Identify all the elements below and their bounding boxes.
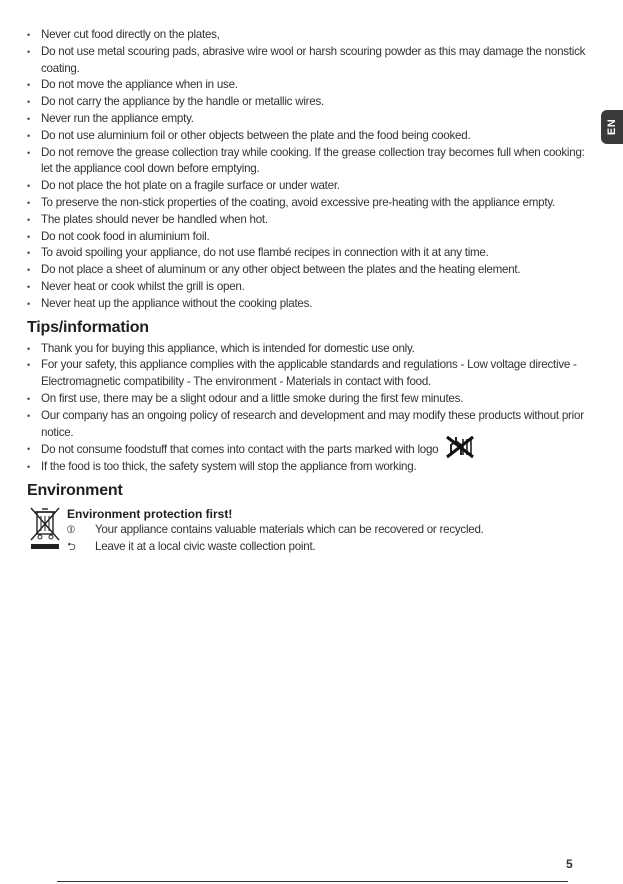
power-symbol-icon: ⦶ — [67, 524, 75, 537]
list-item — [27, 441, 599, 459]
environment-line — [67, 522, 484, 538]
list-item: • Do not remove the grease collection tray while cooking. If the grease collection tray becomes full when cooking: let the appliance cool down before emptying. — [27, 145, 599, 179]
list-item: • If the food is too thick, the safety system will stop the appliance from working. — [27, 459, 599, 476]
list-item: • Never heat or cook whilst the grill is open. — [27, 279, 599, 296]
list-item: • Thank you for buying this appliance, which is intended for domestic use only. — [27, 341, 599, 358]
list-item: • Never run the appliance empty. — [27, 111, 599, 128]
environment-line-text: Your appliance contains valuable materials which can be recovered or recycled. — [95, 523, 484, 537]
warnings-list — [27, 27, 599, 313]
tips-list — [27, 341, 599, 477]
list-item: • Never heat up the appliance without the cooking plates. — [27, 296, 599, 313]
list-item: • Do not place the hot plate on a fragile surface or under water. — [27, 178, 599, 195]
crossed-out-bin-icon — [29, 506, 61, 552]
list-item: • Do not place a sheet of aluminum or any other object between the plates and the heating element. — [27, 262, 599, 279]
recycle-arrow-icon: ⮌ — [67, 541, 76, 554]
list-item: • To avoid spoiling your appliance, do not use flambé recipes in connection with it at any time. — [27, 245, 599, 262]
no-food-contact-icon — [445, 435, 475, 459]
environment-heading: Environment — [27, 482, 123, 500]
list-item: • To preserve the non-stick properties of the coating, avoid excessive pre-heating with the appliance empty. — [27, 195, 599, 212]
list-item: • Do not carry the appliance by the handle or metallic wires. — [27, 94, 599, 111]
list-item: • Do not cook food in aluminium foil. — [27, 229, 599, 246]
environment-line-text: Leave it at a local civic waste collection point. — [95, 540, 316, 554]
list-item: • For your safety, this appliance complies with the applicable standards and regulations - Low voltage directive - Electromagnetic compatibility - The environment - Materials in contact with food. — [27, 357, 599, 391]
language-tab — [601, 110, 623, 144]
tips-heading: Tips/information — [27, 318, 149, 336]
page-number: 5 — [566, 857, 573, 871]
list-item: • Do not move the appliance when in use. — [27, 77, 599, 94]
environment-title: Environment protection first! — [67, 507, 233, 522]
logo-sentence: Do not consume foodstuff that comes into contact with the parts marked with logo — [41, 443, 439, 457]
page-content — [27, 27, 599, 564]
list-item: • Never cut food directly on the plates, — [27, 27, 599, 44]
list-item: • The plates should never be handled when hot. — [27, 212, 599, 229]
list-item: • Do not use metal scouring pads, abrasive wire wool or harsh scouring powder as this may damage the nonstick coating. — [27, 44, 599, 78]
list-item: • Do not use aluminium foil or other objects between the plate and the food being cooked. — [27, 128, 599, 145]
list-item: • On first use, there may be a slight odour and a little smoke during the first few minutes. — [27, 391, 599, 408]
list-item: • Our company has an ongoing policy of research and development and may modify these products without prior notice. — [27, 408, 599, 442]
footer-divider — [57, 881, 568, 882]
environment-line — [67, 539, 315, 555]
language-tab-label: EN — [606, 118, 618, 136]
environment-block — [27, 504, 599, 564]
